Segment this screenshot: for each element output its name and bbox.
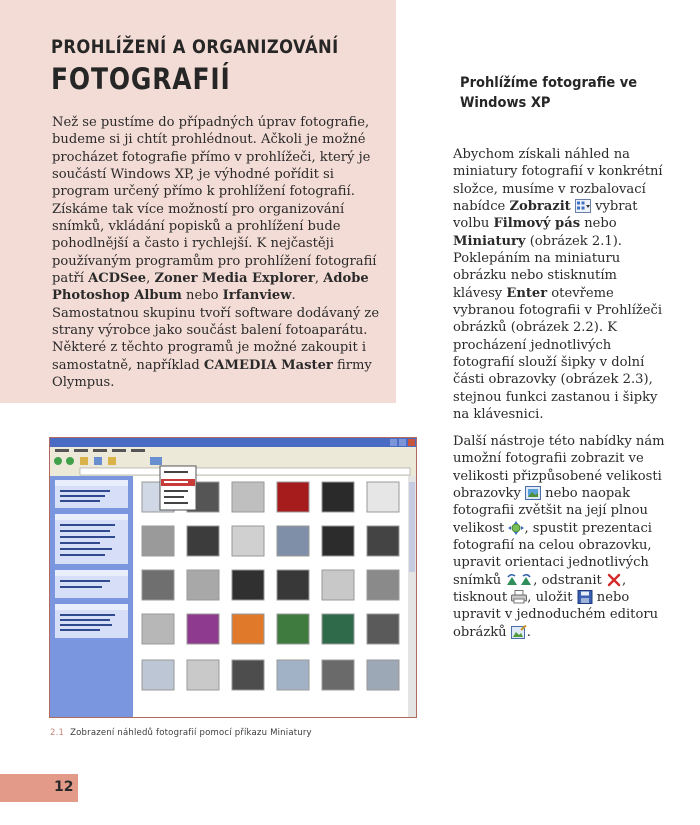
print-icon bbox=[511, 590, 527, 604]
rotate-icon bbox=[505, 573, 533, 587]
figure-caption bbox=[50, 728, 312, 738]
section-title-line1: PROHLÍŽENÍ A ORGANIZOVÁNÍ bbox=[51, 36, 339, 58]
paragraph-tools: Další nástroje této nabídky nám umožní fotografii zobrazit ve velikosti přizpůsobené velikosti obrazovky nebo naopak fotografii zvětšit na její plnou velikost , spustit prezentaci fotografií na celou obrazovku, upravit orientaci jednotlivých snímků , odstranit , tisknout , uložit nebo upravit v jednoduchém editoru obrázků . bbox=[453, 434, 665, 640]
delete-icon bbox=[606, 573, 622, 587]
page-number: 12 bbox=[54, 779, 74, 795]
program-zoner: Zoner Media Explorer bbox=[154, 271, 315, 287]
explorer-window-graphic bbox=[50, 438, 416, 717]
save-icon bbox=[577, 590, 593, 604]
figure-number: 2.1 bbox=[50, 728, 65, 738]
actual-size-icon bbox=[508, 521, 524, 535]
edit-icon bbox=[511, 625, 527, 639]
intro-paragraph: Než se pustíme do případných úprav fotografie, budeme si ji chtít prohlédnout. Ačkoli je možné procházet fotografie přímo v prohlížeči, který je součástí Windows XP, je výhodné pořídit si program určený přímo k prohlížení fotografií. Získáme tak více možností pro organizování snímků, vkládání popisků a prohlížení bude pohodlnější a často i rychlejší. K nejčastěji používaným programům pro prohlížení fotografií patří ACDSee, Zoner Media Explorer, Adobe Photoshop Album nebo Irfanview. Samostatnou skupinu tvoří software dodávaný ze strany výrobce jako součást balení fotoaparátu. Některé z těchto programů je možné zakoupit i samostatně, například CAMEDIA Master firmy Olympus. bbox=[52, 115, 380, 391]
section-title-line2: FOTOGRAFIÍ bbox=[51, 62, 231, 96]
fit-screen-icon bbox=[525, 486, 541, 500]
explorer-screenshot bbox=[49, 437, 417, 718]
figure-caption-text: Zobrazení náhledů fotografií pomocí příkazu Miniatury bbox=[70, 728, 312, 738]
views-icon bbox=[575, 199, 591, 213]
program-acdsee: ACDSee bbox=[88, 271, 147, 287]
sub-heading: Prohlížíme fotografie ve Windows XP bbox=[460, 75, 638, 111]
paragraph-thumbnails: Abychom získali náhled na miniatury fotografií v konkrétní složce, musíme v rozbalovací nabídce Zobrazit vybrat volbu Filmový pás nebo Miniatury (obrázek 2.1). Poklepáním na miniaturu obrázku nebo stisknutím klávesy Enter otevřeme vybranou fotografii v Prohlížeči obrázků (obrázek 2.2). K procházení jednotlivých fotografií slouží šipky v dolní části obrazovky (obrázek 2.3), stejnou funkci zastanou i šipky na klávesnici. bbox=[453, 147, 663, 423]
program-adobe: Adobe Photoshop Album bbox=[52, 271, 369, 304]
program-camedia: CAMEDIA Master bbox=[203, 357, 333, 373]
program-irfanview: Irfanview bbox=[222, 288, 292, 304]
views-dropdown-menu bbox=[160, 466, 196, 510]
